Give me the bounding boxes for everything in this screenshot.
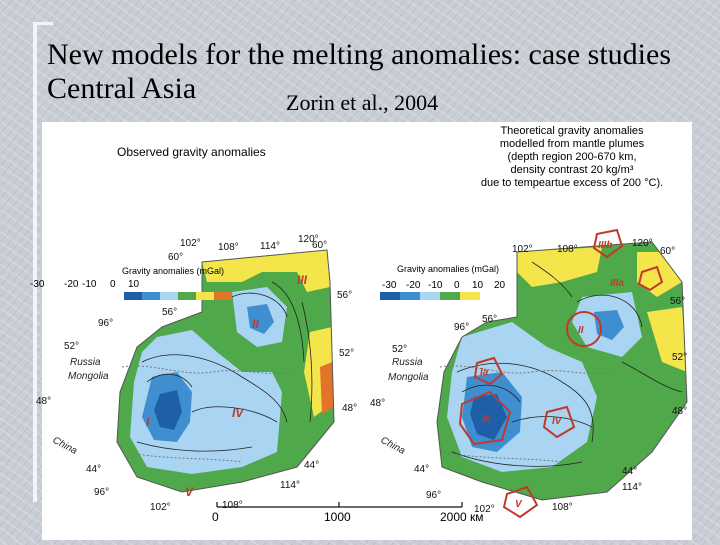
left-legend-title: Gravity anomalies (mGal)	[122, 266, 225, 276]
country-label-china: China	[378, 434, 407, 457]
left-legend-tick: -30	[30, 279, 45, 290]
lat-label: 44°	[414, 464, 430, 475]
right-legend-swatch-4	[440, 292, 460, 300]
right-legend-swatch-3	[420, 292, 440, 300]
region-label: IV	[232, 406, 244, 420]
left-legend-swatch-6	[214, 292, 232, 300]
right-caption-line: due to tempeartue excess of 200 °C).	[480, 177, 664, 189]
lat-label: 52°	[339, 348, 355, 359]
scale-label: 2000 км	[440, 510, 484, 524]
region-label: II	[252, 317, 259, 331]
right-legend-tick: 20	[494, 280, 506, 291]
lon-label: 120°	[632, 238, 653, 249]
lon-label: 114°	[260, 241, 280, 252]
lon-label: 102°	[474, 504, 495, 515]
scale-bar	[212, 502, 484, 524]
lon-label: 108°	[222, 500, 243, 511]
country-label-china: China	[50, 434, 79, 457]
lon-label: 96°	[94, 487, 110, 498]
region-label: Ib	[482, 414, 491, 425]
region-label: V	[515, 499, 522, 510]
slide-title-line2: Central Asia	[47, 72, 197, 105]
lon-label: 108°	[552, 502, 573, 513]
lat-label: 56°	[337, 290, 353, 301]
right-caption-line: density contrast 20 kg/m³	[510, 164, 634, 176]
citation: Zorin et al., 2004	[286, 90, 439, 115]
right-legend-title: Gravity anomalies (mGal)	[397, 264, 500, 274]
lon-label: 96°	[98, 318, 114, 329]
right-legend-tick: -10	[428, 280, 443, 291]
slide-frame-vertical	[33, 22, 37, 502]
right-legend-bar	[380, 292, 480, 300]
left-legend-bar	[124, 292, 232, 300]
region-label: II	[578, 325, 584, 336]
country-label-mongolia: Mongolia	[388, 372, 429, 383]
right-legend-swatch-2	[400, 292, 420, 300]
left-map-caption: Observed gravity anomalies	[117, 145, 266, 159]
lon-label: 114°	[280, 480, 300, 491]
right-legend-swatch-5	[460, 292, 480, 300]
gravity-figure	[30, 122, 692, 540]
lon-label: 96°	[454, 322, 470, 333]
left-legend-swatch-2	[142, 292, 160, 300]
lat-label: 44°	[622, 466, 638, 477]
lat-label: 60°	[168, 252, 184, 263]
right-legend-tick: -20	[406, 280, 421, 291]
country-label-mongolia: Mongolia	[68, 371, 109, 382]
lat-label: 48°	[342, 403, 358, 414]
lat-label: 48°	[672, 406, 688, 417]
right-legend-tick: -30	[382, 280, 397, 291]
region-label: IIIb	[598, 240, 613, 251]
left-legend-swatch-1	[124, 292, 142, 300]
lat-label: 52°	[392, 344, 408, 355]
lat-label: 48°	[370, 398, 386, 409]
lat-label: 52°	[64, 341, 80, 352]
lon-label: 102°	[180, 238, 201, 249]
lat-label: 60°	[312, 240, 328, 251]
left-legend-tick: 10	[128, 279, 140, 290]
right-legend-tick: 10	[472, 280, 484, 291]
right-legend-ticks	[382, 280, 506, 291]
right-caption-line: (depth region 200-670 km,	[507, 151, 637, 163]
lon-label: 114°	[622, 482, 642, 493]
scale-label: 0	[212, 510, 219, 524]
lon-label: 102°	[512, 244, 533, 255]
region-label: Ia	[480, 367, 489, 378]
region-label: V	[185, 485, 194, 499]
right-legend-tick: 0	[454, 280, 460, 291]
right-map-country-labels	[379, 357, 429, 457]
right-caption-line: modelled from mantle plumes	[499, 138, 645, 150]
left-map-country-labels	[51, 357, 109, 457]
lat-label: 52°	[672, 352, 688, 363]
lon-label: 108°	[557, 244, 578, 255]
right-legend-swatch-1	[380, 292, 400, 300]
region-label: IV	[552, 416, 562, 427]
lat-label: 56°	[482, 314, 498, 325]
lat-label: 56°	[162, 307, 178, 318]
right-caption-line: Theoretical gravity anomalies	[500, 125, 644, 137]
country-label-russia: Russia	[392, 357, 423, 368]
region-label: I	[146, 415, 150, 429]
left-legend-swatch-5	[196, 292, 214, 300]
region-label: IIIa	[610, 278, 624, 289]
left-legend-swatch-4	[178, 292, 196, 300]
slide-frame-horizontal	[33, 22, 53, 25]
slide-title-line1: New models for the melting anomalies: case studies	[47, 38, 672, 71]
left-legend-ticks	[30, 279, 140, 290]
lat-label: 44°	[86, 464, 102, 475]
lat-label: 48°	[36, 396, 52, 407]
left-legend-tick: 0	[110, 279, 116, 290]
lon-label: 120°	[298, 234, 319, 245]
right-map	[370, 125, 692, 517]
region-label: III	[297, 273, 308, 287]
left-legend-swatch-3	[160, 292, 178, 300]
left-map	[30, 145, 357, 513]
left-legend-tick: -20	[64, 279, 79, 290]
scale-label: 1000	[324, 510, 351, 524]
lon-label: 108°	[218, 242, 239, 253]
lat-label: 44°	[304, 460, 320, 471]
right-map-caption	[481, 125, 663, 189]
lon-label: 96°	[426, 490, 442, 501]
lat-label: 60°	[660, 246, 676, 257]
left-legend-tick: -10	[82, 279, 97, 290]
lon-label: 102°	[150, 502, 171, 513]
lat-label: 56°	[670, 296, 686, 307]
country-label-russia: Russia	[70, 357, 101, 368]
